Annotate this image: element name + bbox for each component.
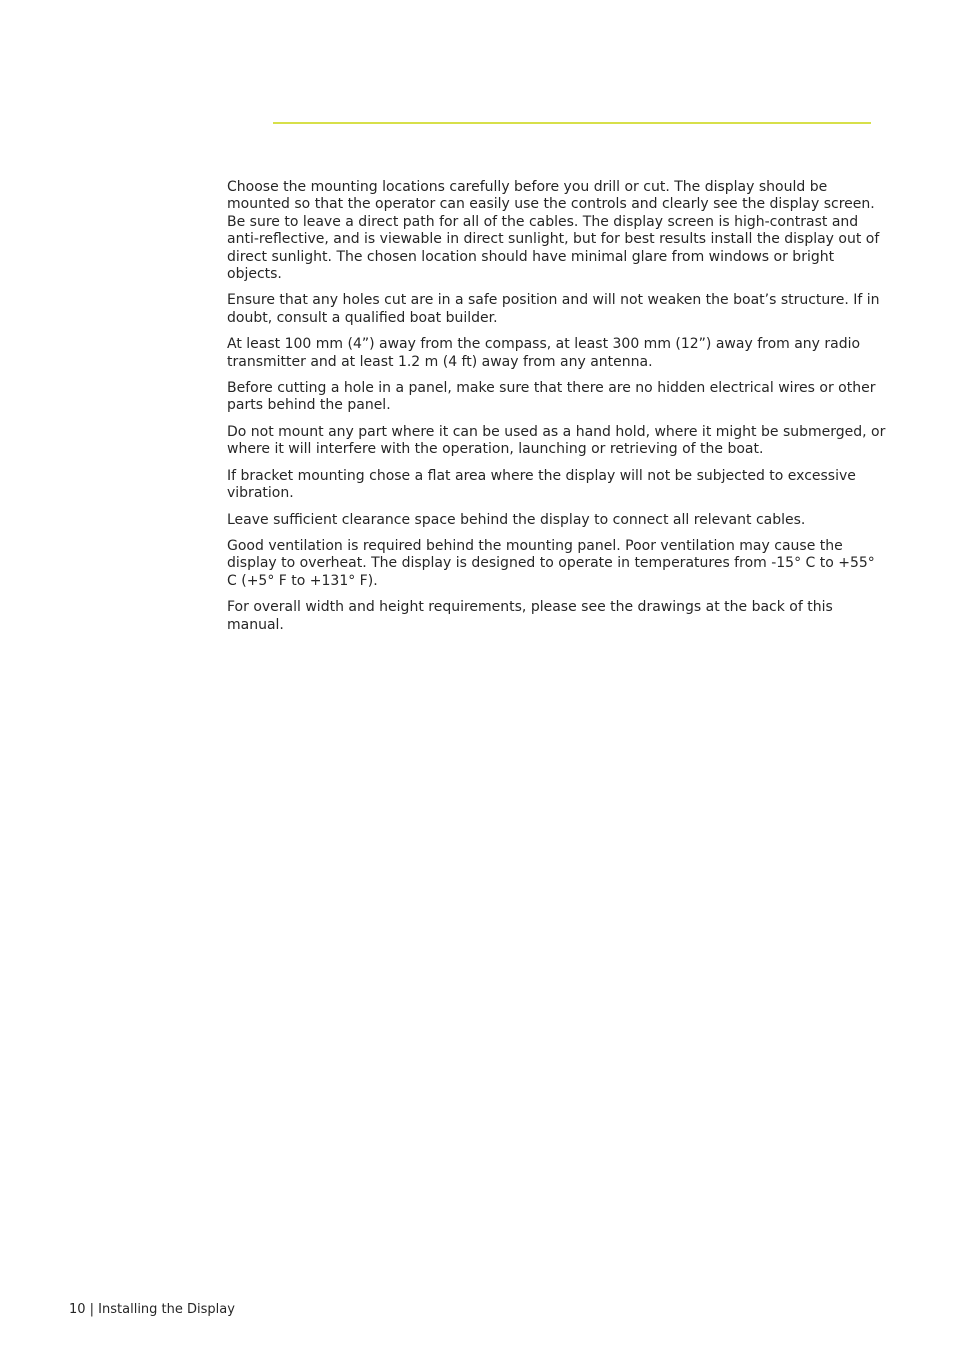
paragraph-hand-hold: Do not mount any part where it can be used as a hand hold, where it might be submerged, or where it will interfere with the operation, launching or retrieving of the boat. (227, 423, 886, 458)
page-footer: 10 | Installing the Display (69, 1302, 235, 1317)
paragraph-dimensions: For overall width and height requirements, please see the drawings at the back of this manual. (227, 599, 833, 633)
paragraph-clearance-distances: At least 100 mm (4”) away from the compass, at least 300 mm (12”) away from any radio transmitter and at least 1.2 m (4 ft) away from any antenna. (227, 336, 861, 370)
paragraph-cable-clearance: Leave sufficient clearance space behind the display to connect all relevant cables. (227, 511, 806, 528)
paragraph-holes-safety: Ensure that any holes cut are in a safe position and will not weaken the boat’s structure. If in doubt, consult a qualified boat builder. (227, 292, 880, 326)
paragraph-ventilation: Good ventilation is required behind the mounting panel. Poor ventilation may cause the display to overheat. The display is designed to operate in temperatures from -15° C to +55° C (+5° F to +131° F). (227, 537, 875, 589)
paragraph-hidden-wires: Before cutting a hole in a panel, make sure that there are no hidden electrical wires or other parts behind the panel. (227, 380, 876, 414)
paragraph-bracket-mounting: If bracket mounting chose a flat area where the display will not be subjected to excessive vibration. (227, 467, 856, 502)
paragraph-mounting-location: Choose the mounting locations carefully before you drill or cut. The display should be mounted so that the operator can easily use the controls and clearly see the display screen. Be sure to leave a direct path for all of the cables. The display screen is high-contrast and anti-reflective, and is viewable in direct sunlight, but for best results install the display out of direct sunlight. The chosen location should have minimal glare from windows or bright objects. (227, 179, 880, 283)
header-rule (273, 122, 871, 124)
body-text (227, 179, 886, 643)
